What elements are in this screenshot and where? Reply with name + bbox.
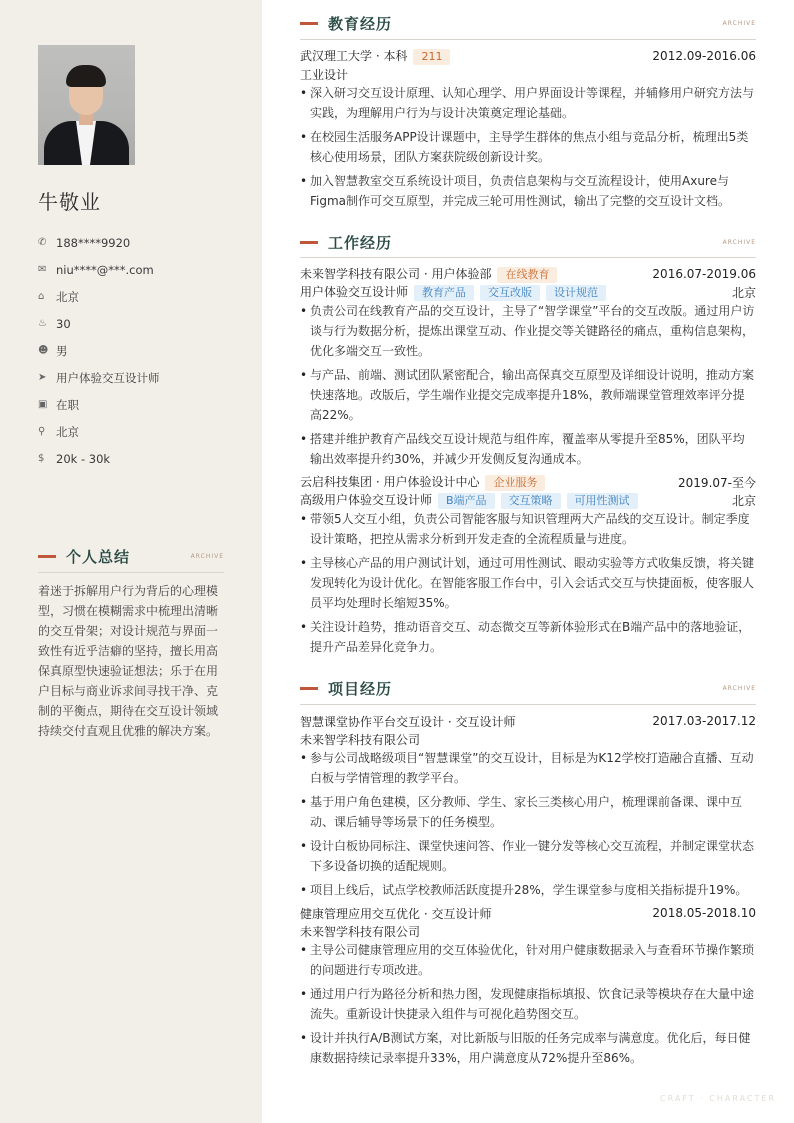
send-icon: ➤ xyxy=(38,372,47,383)
mail-icon: ✉ xyxy=(38,264,47,275)
entry-date: 2017.03-2017.12 xyxy=(652,714,756,728)
phone-icon: ✆ xyxy=(38,237,47,248)
company-name: 未来智学科技有限公司 · 用户体验部 xyxy=(300,267,492,281)
school-tag: 211 xyxy=(413,49,450,65)
education-header xyxy=(300,13,756,34)
info-text: 188****9920 xyxy=(56,235,131,250)
entry-subheader xyxy=(300,730,756,748)
entry-date: 2016.07-2019.06 xyxy=(652,267,756,281)
bullet-item: • 搭建并维护教育产品线交互设计规范与组件库，覆盖率从零提升至85%，团队平均输出效率提升约30%，并减少开发侧反复沟通成本。 xyxy=(300,429,756,469)
divider xyxy=(300,39,756,40)
divider xyxy=(38,572,224,573)
bullet-item: • 关注设计趋势，推动语音交互、动态微交互等新体验形式在B端产品中的落地验证，提升产品差异化竞争力。 xyxy=(300,617,756,657)
entry-subheader xyxy=(300,491,756,509)
info-text: 男 xyxy=(56,343,68,358)
education-title: 教育经历 xyxy=(328,15,393,33)
bullet-item: • 通过用户行为路径分析和热力图，发现健康指标填报、饮食记录等模块存在大量中途流失。重新设计快捷录入组件与可视化趋势图交互。 xyxy=(300,984,756,1024)
home-icon: ⌂ xyxy=(38,291,45,302)
watermark: CRAFT · CHARACTER xyxy=(660,1094,776,1103)
info-row xyxy=(38,364,238,391)
industry-tag: 企业服务 xyxy=(485,475,545,491)
profile-photo xyxy=(38,45,135,165)
entry-subheader xyxy=(300,922,756,940)
entry-subheader xyxy=(300,65,756,83)
work-section xyxy=(300,265,756,661)
company-name: 云启科技集团 · 用户体验设计中心 xyxy=(300,475,480,489)
info-text: 北京 xyxy=(56,424,79,439)
skill-tag: 可用性测试 xyxy=(567,493,638,509)
section-bar xyxy=(300,687,318,690)
project-org: 未来智学科技有限公司 xyxy=(300,924,421,939)
entry-subheader xyxy=(300,283,756,301)
projects-header xyxy=(300,678,756,699)
bullet-item: • 主导核心产品的用户测试计划，通过可用性测试、眼动实验等方式收集反馈，将关键发现转化为设计优化。在智能客服工作台中，引入会话式交互与快捷面板，使客服人员平均处理时长缩短35%。 xyxy=(300,553,756,613)
bullet-item: • 主导公司健康管理应用的交互体验优化，针对用户健康数据录入与查看环节操作繁琐的问题进行专项改进。 xyxy=(300,940,756,980)
major: 工业设计 xyxy=(300,67,349,82)
info-text: 30 xyxy=(56,316,71,331)
city: 北京 xyxy=(731,285,756,300)
info-row xyxy=(38,283,238,310)
bullet-list xyxy=(300,940,756,1068)
bullet-item: • 带领5人交互小组，负责公司智能客服与知识管理两大产品线的交互设计。制定季度设计策略，把控从需求分析到开发走查的全流程质量与进度。 xyxy=(300,509,756,549)
entry-header xyxy=(300,47,756,65)
info-row xyxy=(38,445,238,472)
bullet-list xyxy=(300,301,756,469)
bullet-item: • 与产品、前端、测试团队紧密配合，输出高保真交互原型及详细设计说明，推动方案快速落地。改版后，学生端作业提交完成率提升18%，教师端课堂管理效率评分提高22%。 xyxy=(300,365,756,425)
info-text: 20k - 30k xyxy=(56,451,111,466)
section-bar xyxy=(300,241,318,244)
entry-date: 2019.07-至今 xyxy=(678,475,756,490)
bullet-list xyxy=(300,748,756,900)
bullet-item: • 加入智慧教室交互系统设计项目，负责信息架构与交互流程设计，使用Axure与Figma制作可交互原型，并完成三轮可用性测试，输出了完整的交互设计文档。 xyxy=(300,171,756,211)
salary-icon: $ xyxy=(38,453,45,464)
archive-label: ARCHIVE xyxy=(722,685,756,692)
school-name: 武汉理工大学 · 本科 xyxy=(300,49,408,63)
work-header xyxy=(300,232,756,253)
skill-tag: 设计规范 xyxy=(546,285,606,301)
skill-tag: B端产品 xyxy=(438,493,495,509)
archive-label: ARCHIVE xyxy=(190,553,224,560)
bullet-item: • 在校园生活服务APP设计课题中，主导学生群体的焦点小组与竞品分析，梳理出5类核心使用场景，团队方案获院级创新设计奖。 xyxy=(300,127,756,167)
bullet-item: • 深入研习交互设计原理、认知心理学、用户界面设计等课程，并辅修用户研究方法与实践，为理解用户行为与设计决策奠定理论基础。 xyxy=(300,83,756,123)
entry-header xyxy=(300,265,756,283)
divider xyxy=(300,257,756,258)
info-text: niu****@***.com xyxy=(56,262,154,277)
skill-tag: 教育产品 xyxy=(414,285,474,301)
bullet-list xyxy=(300,83,756,211)
bullet-item: • 设计并执行A/B测试方案，对比新版与旧版的任务完成率与满意度。优化后，每日健康数据持续记录率提升33%，用户满意度从72%提升至86%。 xyxy=(300,1028,756,1068)
summary-text: 着迷于拆解用户行为背后的心理模型，习惯在模糊需求中梳理出清晰的交互骨架；对设计规范与界面一致性有近乎洁癖的坚持，擅长用高保真原型快速验证想法；乐于在用户目标与商业诉求间寻找干净、克制的平衡点，期待在交互设计领域持续交付直观且优雅的解决方案。 xyxy=(38,584,219,738)
entry-header xyxy=(300,473,756,491)
summary-header xyxy=(38,546,224,567)
section-bar xyxy=(38,555,56,558)
info-row xyxy=(38,256,238,283)
cake-icon: ♨ xyxy=(38,318,47,329)
profile-name: 牛敬业 xyxy=(38,190,101,214)
bullet-item: • 项目上线后，试点学校教师活跃度提升28%，学生课堂参与度相关指标提升19%。 xyxy=(300,880,756,900)
entry-date: 2012.09-2016.06 xyxy=(652,49,756,63)
education-section xyxy=(300,47,756,215)
face-icon: ☻ xyxy=(38,345,49,356)
bullet-item: • 负责公司在线教育产品的交互设计，主导了“智学课堂”平台的交互改版。通过用户访谈与行为数据分析，提炼出课堂互动、作业提交等关键路径的痛点，重构信息架构，优化多端交互一致性。 xyxy=(300,301,756,361)
contact-info xyxy=(38,229,238,472)
location-icon: ⚲ xyxy=(38,426,46,437)
entry-date: 2018.05-2018.10 xyxy=(652,906,756,920)
archive-label: ARCHIVE xyxy=(722,20,756,27)
info-row xyxy=(38,391,238,418)
divider xyxy=(300,704,756,705)
projects-section xyxy=(300,712,756,1072)
role-line xyxy=(300,283,606,301)
company-line xyxy=(300,265,557,283)
project-org: 未来智学科技有限公司 xyxy=(300,732,421,747)
archive-label: ARCHIVE xyxy=(722,239,756,246)
company-line xyxy=(300,473,545,491)
info-text: 用户体验交互设计师 xyxy=(56,370,160,385)
skill-tag: 交互改版 xyxy=(480,285,540,301)
skill-tag: 交互策略 xyxy=(501,493,561,509)
summary-title: 个人总结 xyxy=(66,548,131,566)
work-title: 工作经历 xyxy=(328,234,393,252)
sidebar xyxy=(0,0,262,1123)
info-row xyxy=(38,418,238,445)
role-title: 高级用户体验交互设计师 xyxy=(300,493,433,507)
bullet-item: • 参与公司战略级项目“智慧课堂”的交互设计，目标是为K12学校打造融合直播、互动白板与学情管理的教学平台。 xyxy=(300,748,756,788)
school-line xyxy=(300,47,450,65)
info-text: 北京 xyxy=(56,289,79,304)
role-line xyxy=(300,491,638,509)
info-row xyxy=(38,229,238,256)
section-bar xyxy=(300,22,318,25)
bullet-list xyxy=(300,509,756,657)
role-title: 用户体验交互设计师 xyxy=(300,285,409,299)
project-name: 健康管理应用交互优化 · 交互设计师 xyxy=(300,906,492,921)
info-row xyxy=(38,337,238,364)
bullet-item: • 设计白板协同标注、课堂快速问答、作业一键分发等核心交互流程，并制定课堂状态下多设备切换的适配规则。 xyxy=(300,836,756,876)
entry-header xyxy=(300,904,756,922)
projects-title: 项目经历 xyxy=(328,680,393,698)
industry-tag: 在线教育 xyxy=(497,267,557,283)
entry-header xyxy=(300,712,756,730)
project-name: 智慧课堂协作平台交互设计 · 交互设计师 xyxy=(300,714,516,729)
info-row xyxy=(38,310,238,337)
briefcase-icon: ▣ xyxy=(38,399,48,410)
city: 北京 xyxy=(731,493,756,508)
info-text: 在职 xyxy=(56,397,79,412)
bullet-item: • 基于用户角色建模，区分教师、学生、家长三类核心用户，梳理课前备课、课中互动、课后辅导等场景下的任务模型。 xyxy=(300,792,756,832)
